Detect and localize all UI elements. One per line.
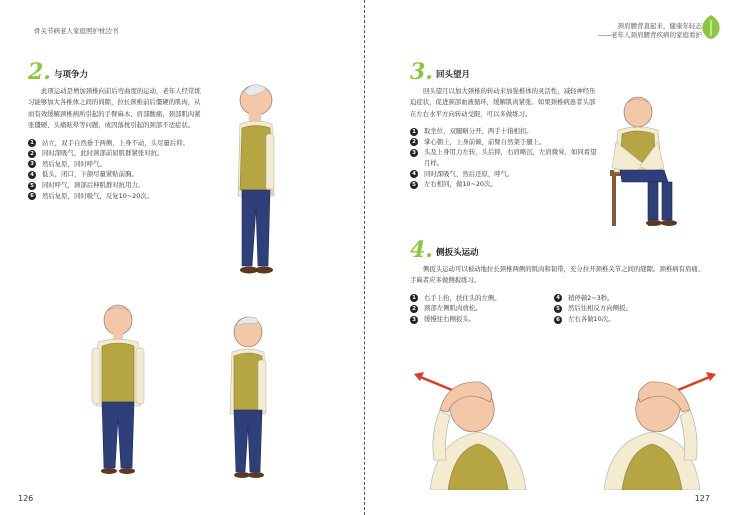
step-number: 4 [28, 171, 36, 179]
step-item [28, 180, 206, 191]
arrow-left-icon [414, 372, 424, 381]
step-number: 1 [28, 139, 36, 147]
step-text: 站立，双手自然垂于两侧，上身不动，头尽量后仰。 [42, 138, 189, 147]
step-item [410, 169, 600, 180]
step-item [28, 191, 206, 202]
step-text: 右手上抬，扶住头的左侧。 [424, 293, 501, 302]
header-line-1: 颈肩腰背直起来，健康年轻态 [617, 22, 702, 30]
step-item [554, 314, 684, 325]
step-number: 4 [410, 170, 418, 178]
illustration-tilt-left [400, 350, 570, 490]
illustration-seated-turn [602, 90, 697, 230]
step-item [410, 179, 600, 190]
step-item [410, 126, 600, 137]
section-number: 4. [410, 237, 433, 263]
step-text: 左右各做10次。 [568, 315, 615, 323]
step-text: 颈部左侧肌肉放松。 [424, 304, 482, 313]
step-number: 1 [410, 128, 418, 136]
step-item [28, 138, 206, 149]
step-item [28, 159, 206, 170]
illustration-tilt-right [560, 350, 730, 490]
step-item [554, 303, 684, 314]
step-list [28, 138, 206, 202]
step-text: 同时深吸气，然后还原，呼气。 [424, 169, 514, 178]
section-3 [410, 59, 600, 190]
running-header-right [598, 22, 702, 40]
step-text: 掌心朝上，上身前倾，前臂自然架于腿上。 [424, 137, 546, 146]
step-number: 6 [28, 192, 36, 200]
spine-divider [364, 0, 365, 515]
step-number: 1 [410, 294, 418, 302]
left-page [0, 0, 360, 515]
page-number-right: 127 [694, 494, 710, 503]
step-number: 3 [410, 149, 418, 157]
section-3-title [410, 59, 600, 85]
step-list [410, 126, 600, 190]
step-text: 头及上身用力左转，头后抑，右肩略沉，左肩微耸，如同看望月样。 [424, 148, 597, 167]
section-2 [28, 59, 206, 201]
section-4-title [410, 237, 706, 263]
step-number: 2 [28, 150, 36, 158]
page-number-left: 126 [18, 494, 34, 503]
step-number: 3 [28, 160, 36, 168]
section-body: 回头望月以加大颈椎的转动来加强椎体的灵活性，减轻神经压迫症状，促进颈部血液循环，缓解肌肉紧张。如果颈椎病患者头部在左右水平方向转动受限，可以多做练习。 [410, 87, 596, 118]
step-item [28, 169, 206, 180]
step-number: 4 [554, 294, 562, 302]
section-heading: 与项争力 [53, 70, 88, 80]
header-line-2: ——老年人颈肩腰背疾病的家庭看护 [598, 31, 702, 39]
section-4 [410, 237, 706, 325]
step-list [410, 293, 706, 325]
step-item [28, 148, 206, 159]
step-text: 取坐位，双腿略分开，两手十指相扣。 [424, 127, 533, 136]
section-body: 侧扳头运动可以被动地拉长颈椎两侧的肌肉和韧带，充分拉开颈椎关节之间的缝隙。颈椎病有肩痛、手麻者应多做侧扳练习。 [410, 265, 705, 285]
step-text: 然后往相反方向侧扳。 [568, 304, 632, 313]
illustration-head-down [218, 310, 276, 482]
step-text: 缓慢往右侧扳头。 [424, 315, 476, 323]
step-text: 然后复原，同时吸气，反复10~20次。 [42, 191, 154, 200]
step-text: 左右相同，做10~20次。 [424, 180, 497, 189]
illustration-head-back [222, 78, 292, 278]
step-text: 同时呼气，颈部后伸肌群对抗用力。 [42, 181, 145, 189]
step-item [410, 293, 550, 304]
section-heading: 回头望月 [435, 70, 470, 80]
step-item [410, 303, 550, 314]
step-item [410, 147, 600, 168]
step-text: 稍停顿2~3秒。 [568, 293, 614, 302]
section-body: 此项运动是增加颈椎向前后弯曲度的运动，老年人经常练习能够加大各椎体之间的间隙，拉长颈椎前后僵硬的肌肉，从而有效缓解颈椎病所引起的手臂麻木、肩部酸痛、颈部肌肉紧张僵硬、头痛眩晕等问题，或因落枕引起的颈部不适症状。 [28, 87, 201, 130]
section-number: 3. [410, 59, 433, 85]
step-item [410, 137, 600, 148]
step-number: 5 [410, 181, 418, 189]
step-text: 低头，闭口，下颌尽量紧贴前胸。 [42, 170, 138, 179]
step-number: 2 [410, 138, 418, 146]
arrow-right-icon [706, 372, 716, 381]
step-number: 5 [554, 305, 562, 313]
step-number: 6 [554, 316, 562, 324]
step-text: 然后复原，同时呼气。 [42, 159, 106, 168]
section-number: 2. [28, 59, 51, 85]
step-item [554, 293, 684, 304]
step-item [410, 314, 550, 325]
section-heading: 侧扳头运动 [435, 248, 479, 258]
step-number: 5 [28, 182, 36, 190]
running-header-left: 骨关节病老人家庭照护枕边书 [34, 27, 119, 35]
step-text: 同时深吸气，此时颈部前屈肌群紧张对抗。 [42, 149, 164, 158]
step-number: 3 [410, 316, 418, 324]
step-number: 2 [410, 305, 418, 313]
section-2-title [28, 59, 206, 85]
illustration-front-view [88, 300, 148, 478]
leaf-logo-icon [700, 14, 722, 40]
right-page [370, 0, 730, 515]
